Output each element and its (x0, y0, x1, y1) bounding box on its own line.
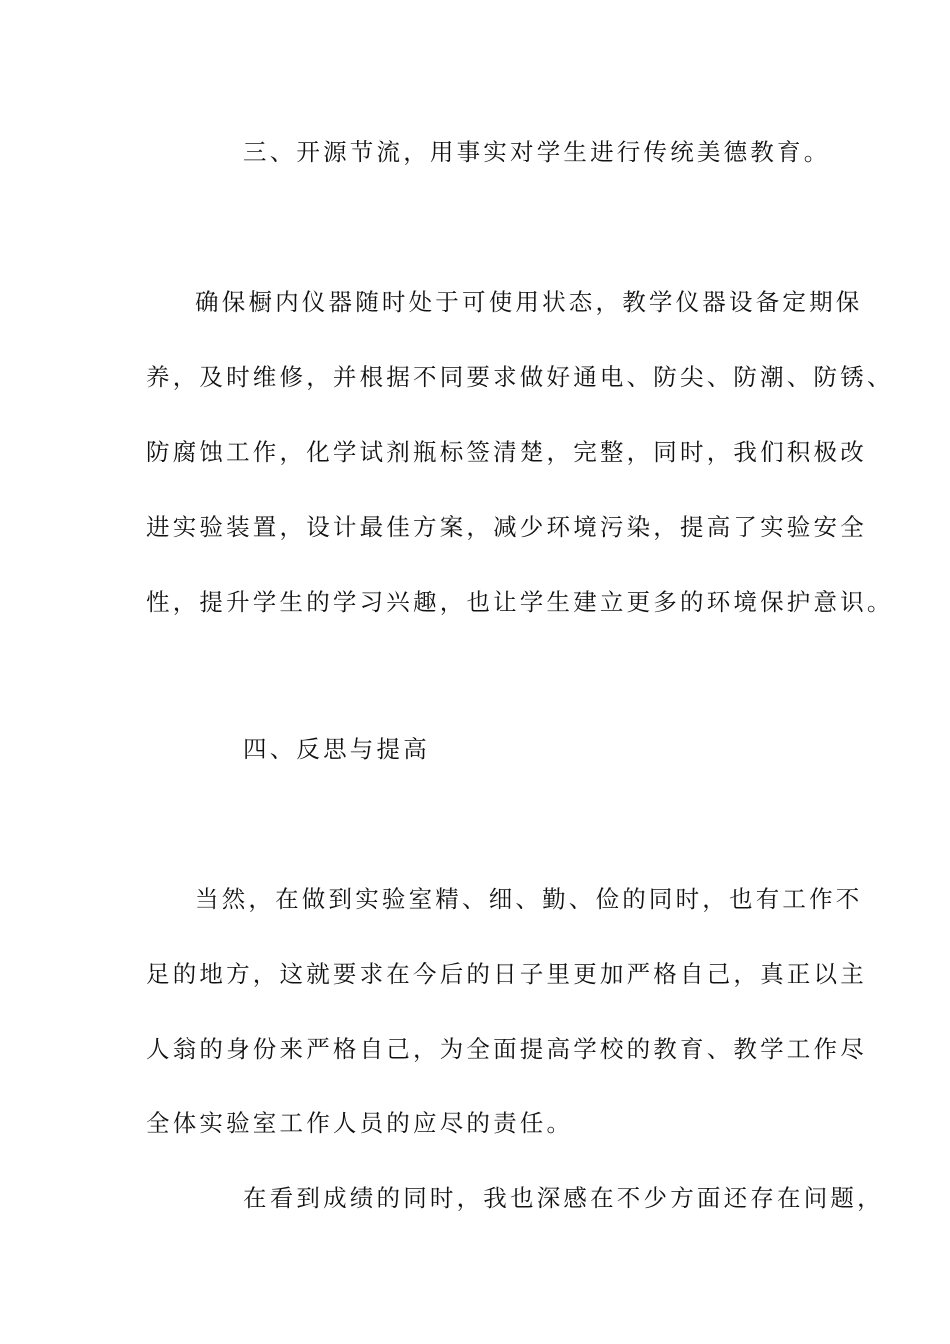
section-heading-4: 四、反思与提高 (243, 735, 430, 763)
paragraph-2-line-4: 全体实验室工作人员的应尽的责任。 (146, 1109, 574, 1137)
paragraph-3-line-1: 在看到成绩的同时，我也深感在不少方面还存在问题， (243, 1184, 884, 1212)
paragraph-1-line-1: 确保橱内仪器随时处于可使用状态，教学仪器设备定期保 (195, 288, 863, 316)
paragraph-1-line-4: 进实验装置，设计最佳方案，减少环境污染，提高了实验安全 (146, 513, 867, 541)
paragraph-2-line-1: 当然，在做到实验室精、细、勤、俭的同时，也有工作不 (195, 885, 863, 913)
paragraph-2-line-3: 人翁的身份来严格自己，为全面提高学校的教育、教学工作尽 (146, 1035, 867, 1063)
paragraph-2-line-2: 足的地方，这就要求在今后的日子里更加严格自己，真正以主 (146, 960, 867, 988)
paragraph-1-line-2: 养，及时维修，并根据不同要求做好通电、防尖、防潮、防锈、 (146, 363, 894, 391)
paragraph-1-line-3: 防腐蚀工作，化学试剂瓶标签清楚，完整，同时，我们积极改 (146, 438, 867, 466)
paragraph-1-line-5: 性，提升学生的学习兴趣，也让学生建立更多的环境保护意识。 (146, 588, 894, 616)
section-heading-3: 三、开源节流，用事实对学生进行传统美德教育。 (243, 138, 831, 166)
